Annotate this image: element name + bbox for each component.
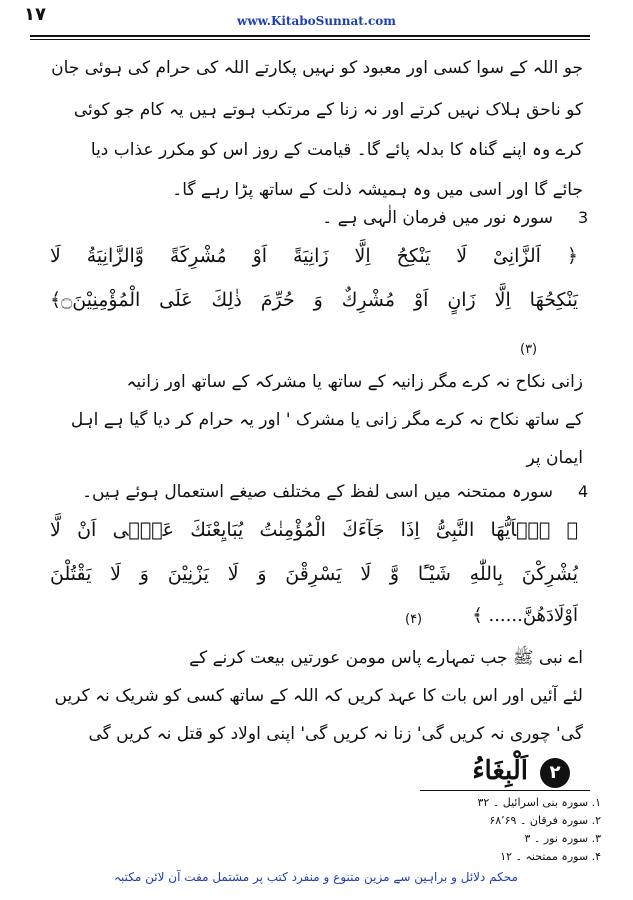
item3-number: 3 bbox=[578, 208, 589, 227]
item4-urdu-line-2: لئے آئیں اور اس بات کا عہد کریں کہ اللہ کے ساتھ کسی کو شریک نہ کریں bbox=[54, 686, 583, 706]
para1-line-2: کو ناحق ہلاک نہیں کرتے اور نہ زنا کے مرتکب ہوتے ہیں یہ کام جو کوئی bbox=[73, 100, 583, 120]
item4-arabic-line-1: ﴿ یٰۤاَیُّهَا النَّبِیُّ اِذَا جَآءَكَ الْمُؤْمِنٰتُ یُبَایِعْنَكَ عَلٰۤى اَنْ لَّا bbox=[50, 519, 578, 541]
item4-number: 4 bbox=[578, 482, 589, 501]
item4-intro: سورہ ممتحنہ میں اسی لفظ کے مختلف صیغے استعمال ہوئے ہیں۔ bbox=[82, 482, 553, 502]
item4-urdu-line-1: اے نبی ﷺ جب تمہارے پاس مومن عورتیں بیعت کرنے کے bbox=[189, 648, 583, 668]
section-number-badge: ۲ bbox=[540, 758, 570, 788]
item3-intro: سورہ نور میں فرمان الٰہی ہے ۔ bbox=[322, 208, 553, 228]
item3-urdu-line-1: زانی نکاح نہ کرے مگر زانیہ کے ساتھ یا مشرکہ کے ساتھ اور زانیہ bbox=[126, 372, 583, 392]
site-url-link[interactable]: www.KitaboSunnat.com bbox=[236, 14, 396, 28]
item3-arabic-line-2: یَنْكِحُهَا اِلَّا زَانٍ اَوْ مُشْرِكٌ وَ حُرِّمَ ذٰلِكَ عَلَى الْمُؤْمِنِیْنَ۝﴾ bbox=[50, 289, 578, 311]
item4-reference: (۴) bbox=[405, 612, 423, 627]
footnote-4: ۴. سورہ ممتحنہ ۔ ۱۲ bbox=[500, 850, 601, 863]
item4-arabic-line-2: یُشْرِكْنَ بِاللّٰهِ شَیْـًٔا وَّ لَا یَسْرِقْنَ وَ لَا یَزْنِیْنَ وَ لَا یَقْتُلْنَ bbox=[50, 563, 578, 585]
footnote-3: ۳. سورہ نور ۔ ۳ bbox=[524, 832, 601, 845]
footnote-1: ۱. سورہ بنی اسرائیل ۔ ۳۲ bbox=[477, 796, 601, 809]
footnote-2: ۲. سورہ فرقان ۔ ۶۸٬۶۹ bbox=[489, 814, 601, 827]
header-rule-thin bbox=[30, 39, 590, 40]
item3-urdu-line-2: کے ساتھ نکاح نہ کرے مگر زانی یا مشرک ' اور یہ حرام کر دیا گیا ہے اہل bbox=[70, 410, 583, 430]
footnote-rule bbox=[420, 790, 590, 791]
para1-line-4: جائے گا اور اسی میں وہ ہمیشہ ذلت کے ساتھ پڑا رہے گا۔ bbox=[172, 180, 583, 200]
item3-urdu-line-3: ایمان پر bbox=[526, 448, 583, 468]
para1-line-3: کرے وہ اپنے گناہ کا بدلہ پائے گا۔ قیامت کے روز اس کو مکرر عذاب دیا bbox=[90, 140, 583, 160]
library-banner-link[interactable]: محکم دلائل و براہین سے مزین متنوع و منفرد کتب پر مشتمل مفت آن لائن مکتبہ bbox=[114, 870, 518, 884]
item4-arabic-line-3: اَوْلَادَهُنَّ...... ﴾ bbox=[472, 605, 578, 626]
page-number: ۱۷ bbox=[24, 4, 46, 25]
item4-urdu-line-3: گی' چوری نہ کریں گی' زنا نہ کریں گی' اپنی اولاد کو قتل نہ کریں گی bbox=[88, 724, 583, 744]
header-rule bbox=[30, 35, 590, 37]
item3-reference: (۳) bbox=[520, 342, 538, 357]
item3-arabic-line-1: ﴿ اَلزَّانِیْ لَا یَنْكِحُ اِلَّا زَانِیَةً اَوْ مُشْرِكَةً وَّالزَّانِیَةُ لَا bbox=[50, 245, 578, 267]
para1-line-1: جو اللہ کے سوا کسی اور معبود کو نہیں پکارتے اللہ کی حرام کی ہوئی جان bbox=[51, 58, 583, 78]
section-title: اَلْبِغَاءُ bbox=[472, 756, 528, 786]
